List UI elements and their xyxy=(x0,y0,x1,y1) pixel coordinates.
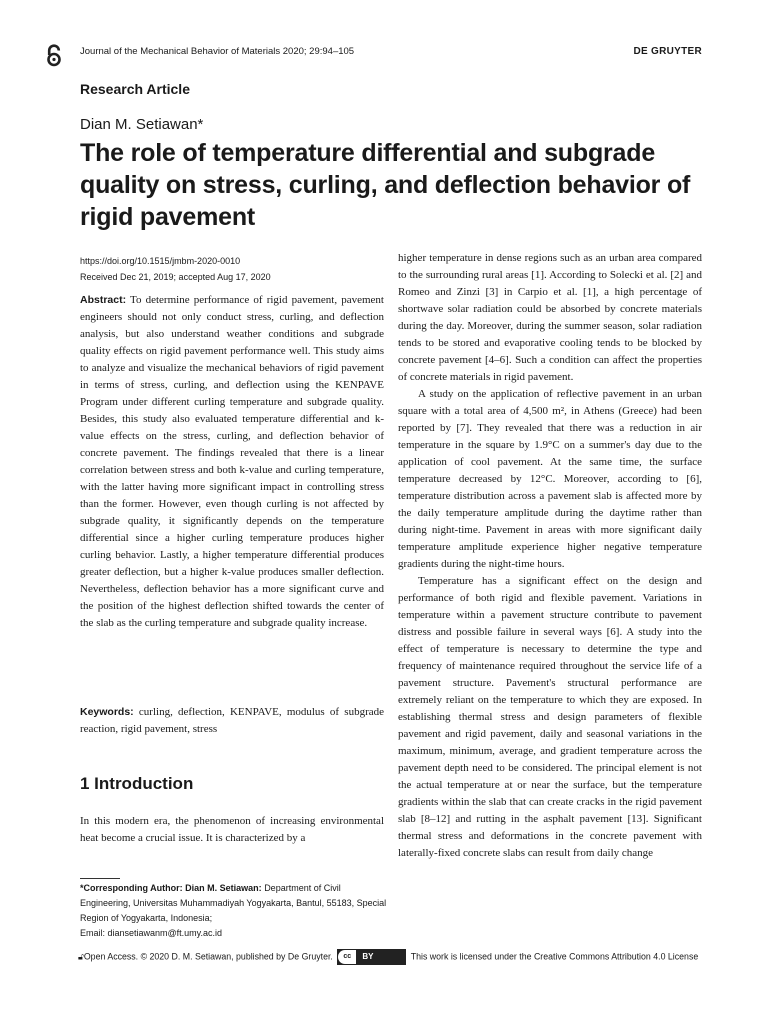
journal-citation: Journal of the Mechanical Behavior of Materials 2020; 29:94–105 xyxy=(80,46,355,57)
license-footer xyxy=(78,949,718,965)
cc-by-badge-icon[interactable]: cc BY xyxy=(337,949,406,965)
body-paragraph: higher temperature in dense regions such as an urban area compared to the surrounding rural areas [1]. According to Solecki et al. [2] and Romeo and Zinzi [3] in Carpio et al. [1], a high percentage of shortwave solar radiation could be absorbed by concrete materials during the day. Moreover, during the summer season, solar radiation tends to be stored and evaporative cooling tends to be blocked by concrete pavement [4–6]. Such a condition can affect the properties of concrete materials in rigid pavement. xyxy=(398,252,702,383)
abstract-label: Abstract: xyxy=(80,294,127,306)
footnote-affiliation: Department of Civil Engineering, Universitas Muhammadiyah Yogyakarta, Bantul, 55183, Special Region of Yogyakarta, Indonesia; xyxy=(80,883,387,923)
author-name: Dian M. Setiawan* xyxy=(80,116,204,133)
footnote-divider xyxy=(80,878,120,879)
corresponding-author-footnote xyxy=(80,881,390,941)
keywords xyxy=(80,704,384,738)
publisher-name: DE GRUYTER xyxy=(633,46,702,57)
abstract-text: To determine performance of rigid pavement, pavement engineers should not only conduct stress, curling, and deflection analysis, but also understand weather conditions and subgrade quality effects on rigid pavement performance well. This study aims to analyze and visualize the mechanical behaviors of rigid pavement in terms of stress, curling, and deflection using the KENPAVE Program under different curling temperature and subgrade quality. Besides, this study also evaluated temperature differential and k-value effects on the stress, curling, and deflection behavior of concrete pavement. The findings revealed that there is a linear correlation between stress and both k-value and curling temperature, with the latter having more significant impact in controlling stress than the former. However, even though curling is not affected by subgrade quality, it significantly depends on the temperature differential since a higher curling temperature produces higher curling behavior. Lastly, a higher temperature differential produces greater deflection, but a higher k-value produces smaller deflection. Nevertheless, deflection behavior has a more significant curve and the position of the highest deflection shifted towards the center of the slab as the curling temperature and subgrade quality increase. xyxy=(80,294,384,629)
body-paragraph: Temperature has a significant effect on the design and performance of both rigid and flexible pavement. Variations in temperature within a pavement structure contribute to pavement distress and possible failure in several ways [6]. A study into the effect of temperature is necessary to determine the type and frequency of maintenance required throughout the service life of a pavement structure. Pavement's structural performance are extremely reliant on the temperature to which they are exposed. In establishing thermal stress and design parameters of flexible pavement and rigid pavement, daily and seasonal variations in the maximum, minimum, average, and gradient temperature across the pavement depth need to be considered. The principal element is not the actual temperature at or near the surface, but the temperature gradients within the slab that can create cracks in the rigid pavement slab [8–12] and rutting in the asphalt pavement [13]. Significant thermal stress and deformations in the concrete pavement with laterally-fixed concrete slabs can result from daily change xyxy=(398,575,702,859)
footnote-email[interactable]: Email: diansetiawanm@ft.umy.ac.id xyxy=(80,928,223,938)
paper-title: The role of temperature differential and subgrade quality on stress, curling, and deflection behavior of rigid pavement xyxy=(80,139,691,231)
article-type: Research Article xyxy=(80,81,190,97)
open-access-small-icon: 🔓︎ xyxy=(78,951,84,962)
intro-paragraph: In this modern era, the phenomenon of increasing environmental heat become a crucial issue. It is characterized by a xyxy=(80,815,384,844)
right-column xyxy=(398,250,702,862)
article-meta xyxy=(80,253,271,285)
keywords-text: curling, deflection, KENPAVE, modulus of subgrade reaction, rigid pavement, stress xyxy=(80,706,385,735)
license-text: This work is licensed under the Creative Commons Attribution 4.0 License xyxy=(410,951,699,962)
footnote-label: *Corresponding Author: Dian M. Setiawan: xyxy=(80,883,262,893)
body-paragraph: A study on the application of reflective pavement in an urban square with a total area of 4,500 m², in Athens (Greece) had been reported by [7]. They revealed that there was a reduction in air temperature in the square by 1.9°C on a summer's day due to the application of cool pavement. At the same time, the surface temperature decreased by 12°C. Moreover, according to [6], temperature distribution across a pavement slab is affected more by the daily temperature amplitude during the daytime rather than during night-time. Pavement in areas with more significant daily temperature amplitude experience higher negative temperature gradients during the night-time hours. xyxy=(398,388,702,570)
received-dates: Received Dec 21, 2019; accepted Aug 17, 2020 xyxy=(80,272,271,282)
section-heading: 1 Introduction xyxy=(80,774,194,793)
abstract xyxy=(80,292,384,632)
keywords-label: Keywords: xyxy=(80,706,134,718)
doi-link[interactable]: https://doi.org/10.1515/jmbm-2020-0010 xyxy=(80,256,241,266)
open-access-icon xyxy=(45,44,63,68)
open-access-statement: Open Access. © 2020 D. M. Setiawan, published by De Gruyter. xyxy=(83,951,333,962)
